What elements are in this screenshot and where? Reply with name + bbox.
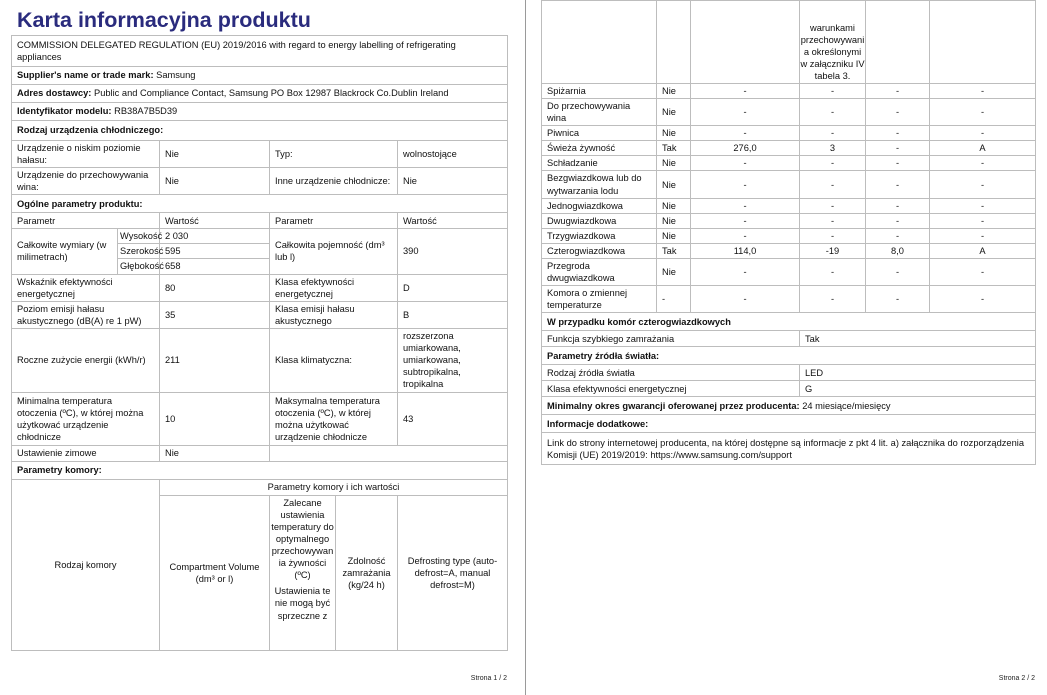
warranty-label: Minimalny okres gwarancji oferowanej przez producenta: xyxy=(547,400,800,411)
compartment-params-header: Parametry komory i ich wartości xyxy=(160,479,508,495)
compartment-freezing-capacity: - xyxy=(866,171,930,198)
compartment-volume: - xyxy=(691,286,800,313)
recommended-temp-header xyxy=(270,495,336,650)
total-volume-value: 390 xyxy=(398,229,508,274)
empty-cell xyxy=(270,445,508,461)
compartment-volume: - xyxy=(691,228,800,243)
compartment-defrost-type: - xyxy=(930,213,1036,228)
compartment-freezing-capacity: - xyxy=(866,258,930,285)
max-temp-value: 43 xyxy=(398,392,508,445)
compartment-row xyxy=(542,99,1036,126)
noise-value: 35 xyxy=(160,301,270,328)
compartment-row xyxy=(542,171,1036,198)
fast-freeze-value: Tak xyxy=(800,331,1036,347)
compartment-volume: - xyxy=(691,126,800,141)
compartment-freezing-capacity: - xyxy=(866,213,930,228)
compartment-row xyxy=(542,228,1036,243)
compartment-row xyxy=(542,156,1036,171)
compartment-row xyxy=(542,258,1036,285)
compartment-name: Czterogwiazdkowa xyxy=(542,243,657,258)
cont-empty-3 xyxy=(691,1,800,84)
param-header-2: Parametr xyxy=(270,213,398,229)
compartment-row xyxy=(542,84,1036,99)
link-description: Link do strony internetowej producenta, na której dostępne są informacje z pkt 4 lit. a) załącznika do rozporządzenia Komisji (UE) 2019/2019: xyxy=(547,437,1024,460)
compartment-volume: 114,0 xyxy=(691,243,800,258)
noise-label: Poziom emisji hałasu akustycznego (dB(A) re 1 pW) xyxy=(12,301,160,328)
recommended-temp-text: Zalecane ustawienia temperatury do optymalnego przechowywania żywności (ºC) xyxy=(271,497,334,581)
page-2 xyxy=(541,0,1035,695)
compartment-defrost-type: - xyxy=(930,171,1036,198)
height-value: 2 030 xyxy=(160,229,270,244)
address-value: Public and Compliance Contact, Samsung PO Box 12987 Blackrock Co.Dublin Ireland xyxy=(94,88,449,99)
annual-energy-label: Roczne zużycie energii (kWh/r) xyxy=(12,328,160,392)
annual-energy-value: 211 xyxy=(160,328,270,392)
compartment-name: Przegroda dwugwiazdkowa xyxy=(542,258,657,285)
low-noise-label: Urządzenie o niskim poziomie hałasu: xyxy=(12,141,160,168)
noise-class-value: B xyxy=(398,301,508,328)
value-header-2: Wartość xyxy=(398,213,508,229)
compartment-volume: - xyxy=(691,198,800,213)
compartment-name: Jednogwiazdkowa xyxy=(542,198,657,213)
cont-empty-2 xyxy=(657,1,691,84)
warranty-row xyxy=(542,397,1036,415)
energy-class-value: D xyxy=(398,274,508,301)
compartment-temperature: - xyxy=(800,286,866,313)
compartment-freezing-capacity: - xyxy=(866,286,930,313)
storage-conditions-text: warunkami przechowywania określonymi w załączniku IV tabela 3. xyxy=(800,1,866,84)
compartment-row xyxy=(542,141,1036,156)
compartment-present: Nie xyxy=(657,228,691,243)
model-row xyxy=(12,103,508,121)
compartment-present: Nie xyxy=(657,126,691,141)
compartment-name: Do przechowywania wina xyxy=(542,99,657,126)
value-header: Wartość xyxy=(160,213,270,229)
eei-label: Wskaźnik efektywności energetycznej xyxy=(12,274,160,301)
compartment-name: Spiżarnia xyxy=(542,84,657,99)
compartment-temperature: - xyxy=(800,213,866,228)
four-star-section: W przypadku komór czterogwiazdkowych xyxy=(542,313,1036,331)
page-divider xyxy=(525,0,526,695)
compartment-temperature: - xyxy=(800,228,866,243)
param-header: Parametr xyxy=(12,213,160,229)
freezing-capacity-header: Zdolność zamrażania (kg/24 h) xyxy=(336,495,398,650)
address-label: Adres dostawcy: xyxy=(17,88,92,99)
dimensions-label: Całkowite wymiary (w milimetrach) xyxy=(12,229,118,274)
compartment-defrost-type: - xyxy=(930,286,1036,313)
supplier-value: Samsung xyxy=(156,70,196,81)
compartment-defrost-type: - xyxy=(930,198,1036,213)
compartment-present: Nie xyxy=(657,84,691,99)
eei-value: 80 xyxy=(160,274,270,301)
compartment-temperature: -19 xyxy=(800,243,866,258)
compartment-present: Nie xyxy=(657,258,691,285)
min-temp-value: 10 xyxy=(160,392,270,445)
wine-value: Nie xyxy=(160,168,270,195)
type-value: wolnostojące xyxy=(398,141,508,168)
compartment-volume: - xyxy=(691,213,800,228)
compartment-defrost-type: A xyxy=(930,141,1036,156)
light-class-label: Klasa efektywności energetycznej xyxy=(542,381,800,397)
compartment-defrost-type: - xyxy=(930,84,1036,99)
max-temp-label: Maksymalna temperatura otoczenia (ºC), w której można użytkować urządzenie chłodnicze xyxy=(270,392,398,445)
compartment-volume: 276,0 xyxy=(691,141,800,156)
compartment-temperature: - xyxy=(800,126,866,141)
compartment-freezing-capacity: - xyxy=(866,84,930,99)
defrosting-type-header: Defrosting type (auto-defrost=A, manual defrost=M) xyxy=(398,495,508,650)
compartment-volume: - xyxy=(691,99,800,126)
wine-label: Urządzenie do przechowywania wina: xyxy=(12,168,160,195)
compartment-row xyxy=(542,243,1036,258)
climate-class-value: rozszerzona umiarkowana, umiarkowana, subtropikalna, tropikalna xyxy=(398,328,508,392)
climate-class-label: Klasa klimatyczna: xyxy=(270,328,398,392)
compartment-defrost-type: - xyxy=(930,156,1036,171)
compartment-name: Piwnica xyxy=(542,126,657,141)
compartment-temperature: - xyxy=(800,198,866,213)
compartment-present: Nie xyxy=(657,156,691,171)
compartment-temperature: - xyxy=(800,258,866,285)
compartment-freezing-capacity: - xyxy=(866,99,930,126)
min-temp-label: Minimalna temperatura otoczenia (ºC), w której można użytkować urządzenie chłodnicze xyxy=(12,392,160,445)
other-appliance-value: Nie xyxy=(398,168,508,195)
supplier-label: Supplier's name or trade mark: xyxy=(17,70,154,81)
compartment-defrost-type: - xyxy=(930,126,1036,141)
energy-class-label: Klasa efektywności energetycznej xyxy=(270,274,398,301)
settings-note-text: Ustawienia te nie mogą być sprzeczne z xyxy=(274,586,331,621)
page-number: Strona 1 / 2 xyxy=(470,675,507,682)
page-number: Strona 2 / 2 xyxy=(998,675,1035,682)
compartment-volume: - xyxy=(691,258,800,285)
regulation-text: COMMISSION DELEGATED REGULATION (EU) 2019/2016 with regard to energy labelling of refrigerating appliances xyxy=(12,36,508,67)
fast-freeze-label: Funkcja szybkiego zamrażania xyxy=(542,331,800,347)
compartment-temperature: - xyxy=(800,171,866,198)
compartment-present: Nie xyxy=(657,213,691,228)
height-label: Wysokość xyxy=(118,229,160,244)
compartment-defrost-type: - xyxy=(930,228,1036,243)
compartment-freezing-capacity: - xyxy=(866,126,930,141)
noise-class-label: Klasa emisji hałasu akustycznego xyxy=(270,301,398,328)
compartment-name: Dwugwiazdkowa xyxy=(542,213,657,228)
compartment-present: - xyxy=(657,286,691,313)
cont-empty-4 xyxy=(866,1,930,84)
support-link[interactable]: https://www.samsung.com/support xyxy=(650,449,792,460)
page-1 xyxy=(11,0,507,695)
compartment-defrost-type: - xyxy=(930,258,1036,285)
cont-empty-1 xyxy=(542,1,657,84)
address-row xyxy=(12,85,508,103)
light-type-label: Rodzaj źródła światła xyxy=(542,365,800,381)
compartment-freezing-capacity: - xyxy=(866,156,930,171)
compartment-name: Komora o zmiennej temperaturze xyxy=(542,286,657,313)
compartment-name: Świeża żywność xyxy=(542,141,657,156)
compartment-table xyxy=(541,0,1036,313)
light-source-section: Parametry źródła światła: xyxy=(542,347,1036,365)
appliance-type-section: Rodzaj urządzenia chłodniczego: xyxy=(12,121,508,141)
compartment-temperature: - xyxy=(800,156,866,171)
compartment-row xyxy=(542,286,1036,313)
depth-label: Głębokość xyxy=(118,259,160,274)
supplier-row xyxy=(12,67,508,85)
compartment-volume: - xyxy=(691,171,800,198)
model-value: RB38A7B5D39 xyxy=(114,106,178,117)
compartment-row xyxy=(542,126,1036,141)
compartment-temperature: - xyxy=(800,84,866,99)
low-noise-value: Nie xyxy=(160,141,270,168)
compartment-name: Schładzanie xyxy=(542,156,657,171)
compartment-present: Tak xyxy=(657,243,691,258)
compartment-name: Bezgwiazdkowa lub do wytwarzania lodu xyxy=(542,171,657,198)
page-title: Karta informacyjna produktu xyxy=(17,8,311,32)
winter-setting-label: Ustawienie zimowe xyxy=(12,445,160,461)
product-info-table xyxy=(11,35,508,480)
light-class-value: G xyxy=(800,381,1036,397)
compartment-volume: - xyxy=(691,84,800,99)
additional-info-section: Informacje dodatkowe: xyxy=(542,415,1036,433)
model-label: Identyfikator modelu: xyxy=(17,106,112,117)
general-params-section: Ogólne parametry produktu: xyxy=(12,195,508,213)
compartment-freezing-capacity: - xyxy=(866,141,930,156)
light-type-value: LED xyxy=(800,365,1036,381)
compartment-present: Nie xyxy=(657,171,691,198)
compartment-params-section: Parametry komory: xyxy=(12,461,508,479)
compartment-temperature: 3 xyxy=(800,141,866,156)
compartment-defrost-type: A xyxy=(930,243,1036,258)
compartment-temperature: - xyxy=(800,99,866,126)
width-value: 595 xyxy=(160,244,270,259)
compartment-defrost-type: - xyxy=(930,99,1036,126)
warranty-value: 24 miesiące/miesięcy xyxy=(802,400,891,411)
compartment-present: Nie xyxy=(657,198,691,213)
compartment-name: Trzygwiazdkowa xyxy=(542,228,657,243)
width-label: Szerokość xyxy=(118,244,160,259)
compartment-volume-header: Compartment Volume (dm³ or l) xyxy=(160,495,270,650)
compartment-freezing-capacity: - xyxy=(866,228,930,243)
compartment-present: Nie xyxy=(657,99,691,126)
compartment-present: Tak xyxy=(657,141,691,156)
compartment-type-header: Rodzaj komory xyxy=(12,479,160,650)
compartment-row xyxy=(542,213,1036,228)
compartment-volume: - xyxy=(691,156,800,171)
total-volume-label: Całkowita pojemność (dm³ lub l) xyxy=(270,229,398,274)
winter-setting-value: Nie xyxy=(160,445,270,461)
cont-empty-5 xyxy=(930,1,1036,84)
compartment-header-table xyxy=(11,479,508,651)
extra-info-table xyxy=(541,312,1036,465)
depth-value: 658 xyxy=(160,259,270,274)
other-appliance-label: Inne urządzenie chłodnicze: xyxy=(270,168,398,195)
compartment-freezing-capacity: 8,0 xyxy=(866,243,930,258)
compartment-freezing-capacity: - xyxy=(866,198,930,213)
manufacturer-link-row xyxy=(542,433,1036,465)
type-label: Typ: xyxy=(270,141,398,168)
compartment-row xyxy=(542,198,1036,213)
